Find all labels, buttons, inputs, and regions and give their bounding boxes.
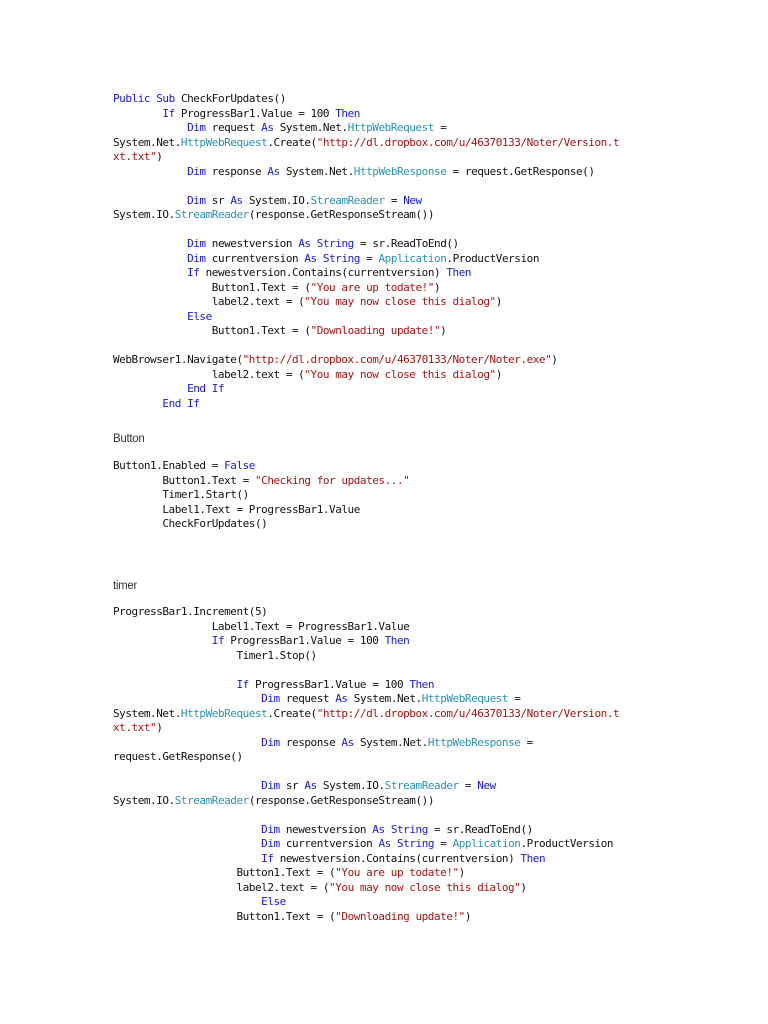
code-string-literal: "You are up todate!" <box>310 280 434 294</box>
code-text: = sr.ReadToEnd() <box>353 237 459 250</box>
code-text <box>113 266 187 279</box>
code-text: currentversion <box>205 251 305 265</box>
code-line <box>113 823 728 838</box>
code-keyword: New <box>477 779 496 792</box>
code-keyword: Dim <box>187 193 206 207</box>
code-keyword: Then <box>384 634 410 647</box>
code-text <box>113 692 261 705</box>
code-keyword: String <box>322 251 360 265</box>
code-keyword: As <box>378 837 391 850</box>
code-line <box>113 368 728 383</box>
code-line <box>113 620 728 635</box>
code-text: request <box>205 121 262 134</box>
code-line <box>113 866 728 881</box>
code-text <box>113 382 187 395</box>
code-keyword: Dim <box>187 121 206 134</box>
code-text <box>113 121 187 134</box>
code-keyword: Dim <box>261 692 280 705</box>
code-keyword: End <box>162 396 181 410</box>
code-text: = sr.ReadToEnd() <box>427 822 533 836</box>
code-text: .Create( <box>267 135 317 149</box>
code-text: System.IO. <box>316 779 385 792</box>
code-type-name: StreamReader <box>384 779 459 792</box>
code-keyword: Else <box>261 895 286 908</box>
code-text <box>113 194 187 207</box>
code-keyword: Dim <box>261 735 280 749</box>
code-line <box>113 910 728 925</box>
code-keyword: Dim <box>187 164 206 178</box>
code-keyword: As <box>372 822 385 836</box>
code-text: Button1.Text = ( <box>113 280 311 294</box>
code-text: System.Net. <box>273 121 348 134</box>
code-line <box>113 765 728 780</box>
code-text: Label1.Text = ProgressBar1.Value <box>113 619 410 633</box>
code-line <box>113 324 728 339</box>
code-keyword: As <box>261 121 274 134</box>
code-line <box>113 252 728 267</box>
code-text: ) <box>551 353 558 366</box>
code-line <box>113 107 728 122</box>
code-line <box>113 517 728 532</box>
code-text: ) <box>156 721 163 734</box>
code-keyword: Then <box>446 266 472 279</box>
code-text: newestversion.Contains(currentversion) <box>273 851 521 865</box>
code-line <box>113 179 728 194</box>
code-string-literal: "Downloading update!" <box>335 909 465 923</box>
code-keyword: String <box>397 837 435 850</box>
heading-timer: timer <box>113 580 138 592</box>
code-keyword: If <box>187 266 200 279</box>
code-line <box>113 295 728 310</box>
code-line <box>113 310 728 325</box>
code-text: newestversion <box>279 822 373 836</box>
code-text: Button1.Enabled = <box>113 459 225 472</box>
code-text: Label1.Text = ProgressBar1.Value <box>113 502 360 516</box>
code-line <box>113 692 728 707</box>
code-text: newestversion.Contains(currentversion) <box>199 266 447 279</box>
code-line <box>113 150 728 165</box>
code-text: sr <box>205 193 231 207</box>
code-line <box>113 649 728 664</box>
code-text <box>113 837 261 850</box>
code-text: = <box>434 837 453 850</box>
code-line <box>113 736 728 751</box>
code-line <box>113 678 728 693</box>
code-text: .ProductVersion <box>446 251 539 265</box>
code-line <box>113 266 728 281</box>
code-keyword: String <box>316 237 354 250</box>
code-text: CheckForUpdates() <box>113 517 268 530</box>
code-line <box>113 353 728 368</box>
code-text <box>113 252 187 265</box>
code-keyword: Dim <box>261 837 280 850</box>
code-text: = <box>434 121 447 134</box>
code-text: ) <box>156 150 163 163</box>
code-text: CheckForUpdates() <box>174 92 286 105</box>
code-line <box>113 750 728 765</box>
code-text: = request.GetResponse() <box>446 164 595 178</box>
code-type-name: StreamReader <box>174 793 249 807</box>
code-text: System.Net. <box>113 706 181 720</box>
code-keyword: If <box>162 106 175 120</box>
code-keyword: Public <box>113 92 151 105</box>
code-string-literal: "You may now close this dialog" <box>329 880 521 894</box>
code-line <box>113 459 728 474</box>
code-keyword: Dim <box>261 822 280 836</box>
code-text: sr <box>279 779 305 792</box>
code-string-literal: xt.txt" <box>113 150 157 163</box>
code-type-name: HttpWebResponse <box>353 164 447 178</box>
code-line <box>113 794 728 809</box>
code-type-name: HttpWebRequest <box>421 692 509 705</box>
code-line <box>113 121 728 136</box>
code-keyword: Sub <box>156 92 175 105</box>
code-line <box>113 663 728 678</box>
code-text: System.IO. <box>113 793 175 807</box>
code-line <box>113 382 728 397</box>
code-text: ProgressBar1.Value = 100 <box>174 106 336 120</box>
code-text <box>113 634 212 647</box>
code-text <box>113 310 187 323</box>
code-keyword: If <box>187 396 200 410</box>
code-keyword: Dim <box>187 237 206 250</box>
code-text <box>113 107 162 120</box>
code-line <box>113 474 728 489</box>
code-text: System.Net. <box>113 135 181 149</box>
code-text: label2.text = ( <box>113 367 305 381</box>
code-text: System.Net. <box>279 164 354 178</box>
code-text <box>113 823 261 836</box>
code-string-literal: "http://dl.dropbox.com/u/46370133/Noter/Version.t <box>316 706 620 720</box>
code-text: Button1.Text = <box>113 473 255 487</box>
code-text: ProgressBar1.Increment(5) <box>113 605 268 618</box>
code-text: Timer1.Stop() <box>113 648 317 662</box>
code-line <box>113 339 728 354</box>
code-keyword: As <box>298 237 311 250</box>
code-keyword: Dim <box>187 251 206 265</box>
code-text: = <box>520 735 533 749</box>
code-text: System.IO. <box>113 208 175 221</box>
code-string-literal: "You are up todate!" <box>335 866 459 879</box>
code-text: Button1.Text = ( <box>113 909 336 923</box>
code-type-name: Application <box>452 837 521 850</box>
code-text: .ProductVersion <box>520 837 614 850</box>
code-keyword: If <box>211 634 225 647</box>
code-type-name: StreamReader <box>310 193 385 207</box>
code-block-check-for-updates <box>113 92 728 411</box>
code-line <box>113 397 728 412</box>
code-text <box>113 397 162 410</box>
code-text <box>113 165 187 178</box>
code-keyword: As <box>230 193 243 207</box>
code-line <box>113 837 728 852</box>
code-line <box>113 223 728 238</box>
code-string-literal: "http://dl.dropbox.com/u/46370133/Noter/Version.t <box>316 135 620 149</box>
code-text: = <box>458 779 478 792</box>
code-text: ) <box>495 295 502 308</box>
code-type-name: HttpWebRequest <box>347 121 435 134</box>
code-text: request <box>279 692 336 705</box>
code-keyword: End <box>187 382 206 395</box>
code-text: ) <box>520 880 527 894</box>
code-keyword: As <box>267 164 280 178</box>
code-text: = <box>508 692 521 705</box>
code-text: ProgressBar1.Value = 100 <box>248 677 410 691</box>
code-keyword: As <box>304 779 317 792</box>
code-text: (response.GetResponseStream()) <box>248 793 434 807</box>
code-text: ProgressBar1.Value = 100 <box>224 634 385 647</box>
code-text: response <box>279 735 342 749</box>
code-line <box>113 808 728 823</box>
code-line <box>113 881 728 896</box>
code-text <box>113 237 187 250</box>
code-line <box>113 707 728 722</box>
code-line <box>113 852 728 867</box>
code-block-timer <box>113 605 728 924</box>
code-text: Timer1.Start() <box>113 488 249 501</box>
code-keyword: Then <box>335 106 360 120</box>
code-keyword: As <box>335 692 348 705</box>
code-line <box>113 237 728 252</box>
code-line <box>113 488 728 503</box>
code-block-button <box>113 459 728 532</box>
code-line <box>113 136 728 151</box>
code-keyword: False <box>224 459 255 472</box>
code-line <box>113 503 728 518</box>
code-type-name: HttpWebRequest <box>180 135 268 149</box>
code-string-literal: "You may now close this dialog" <box>304 367 496 381</box>
code-type-name: Application <box>378 251 447 265</box>
code-text: = <box>384 193 404 207</box>
code-string-literal: "Checking for updates..." <box>254 473 410 487</box>
code-string-literal: "http://dl.dropbox.com/u/46370133/Noter/Noter.exe" <box>242 353 552 366</box>
code-text: ) <box>458 866 465 879</box>
heading-button: Button <box>113 433 145 445</box>
code-type-name: HttpWebRequest <box>180 706 268 720</box>
code-text: = <box>359 251 379 265</box>
code-keyword: Then <box>409 677 435 691</box>
code-string-literal: "You may now close this dialog" <box>304 295 496 308</box>
code-keyword: String <box>390 822 428 836</box>
code-text: System.IO. <box>242 193 311 207</box>
code-text: (response.GetResponseStream()) <box>248 208 434 221</box>
code-text: ) <box>433 280 441 294</box>
code-line <box>113 194 728 209</box>
code-text: request.GetResponse() <box>113 750 243 763</box>
code-text: ) <box>464 909 472 923</box>
code-line <box>113 721 728 736</box>
code-keyword: As <box>341 735 354 749</box>
code-text: label2.text = ( <box>113 295 305 308</box>
code-line <box>113 895 728 910</box>
code-string-literal: xt.txt" <box>113 721 157 734</box>
code-text: label2.text = ( <box>113 880 330 894</box>
code-text <box>113 852 261 865</box>
code-type-name: StreamReader <box>174 208 249 221</box>
code-line <box>113 92 728 107</box>
code-line <box>113 208 728 223</box>
code-text: WebBrowser1.Navigate( <box>113 353 243 366</box>
code-text: response <box>205 164 268 178</box>
code-keyword: Then <box>520 851 546 865</box>
code-keyword: New <box>403 193 422 207</box>
code-text: System.Net. <box>347 692 422 705</box>
code-line <box>113 281 728 296</box>
code-text: ) <box>440 324 447 337</box>
code-text: .Create( <box>267 706 317 720</box>
code-text: Button1.Text = ( <box>113 324 311 337</box>
code-keyword: If <box>236 677 249 691</box>
code-text <box>113 895 261 908</box>
code-line <box>113 779 728 794</box>
code-line <box>113 165 728 180</box>
code-keyword: Dim <box>261 779 280 792</box>
code-text: ) <box>495 367 502 381</box>
code-keyword: If <box>261 851 274 865</box>
code-text <box>113 779 261 792</box>
code-keyword: If <box>211 382 225 395</box>
code-type-name: HttpWebResponse <box>427 735 521 749</box>
code-line <box>113 634 728 649</box>
code-keyword: As <box>304 251 317 265</box>
code-text <box>113 678 236 691</box>
code-text: System.Net. <box>353 735 428 749</box>
code-text: currentversion <box>279 837 379 850</box>
code-line <box>113 605 728 620</box>
code-text: newestversion <box>205 237 299 250</box>
code-string-literal: "Downloading update!" <box>310 324 441 337</box>
code-text <box>113 736 261 749</box>
code-keyword: Else <box>187 309 212 323</box>
code-text: Button1.Text = ( <box>113 866 336 879</box>
